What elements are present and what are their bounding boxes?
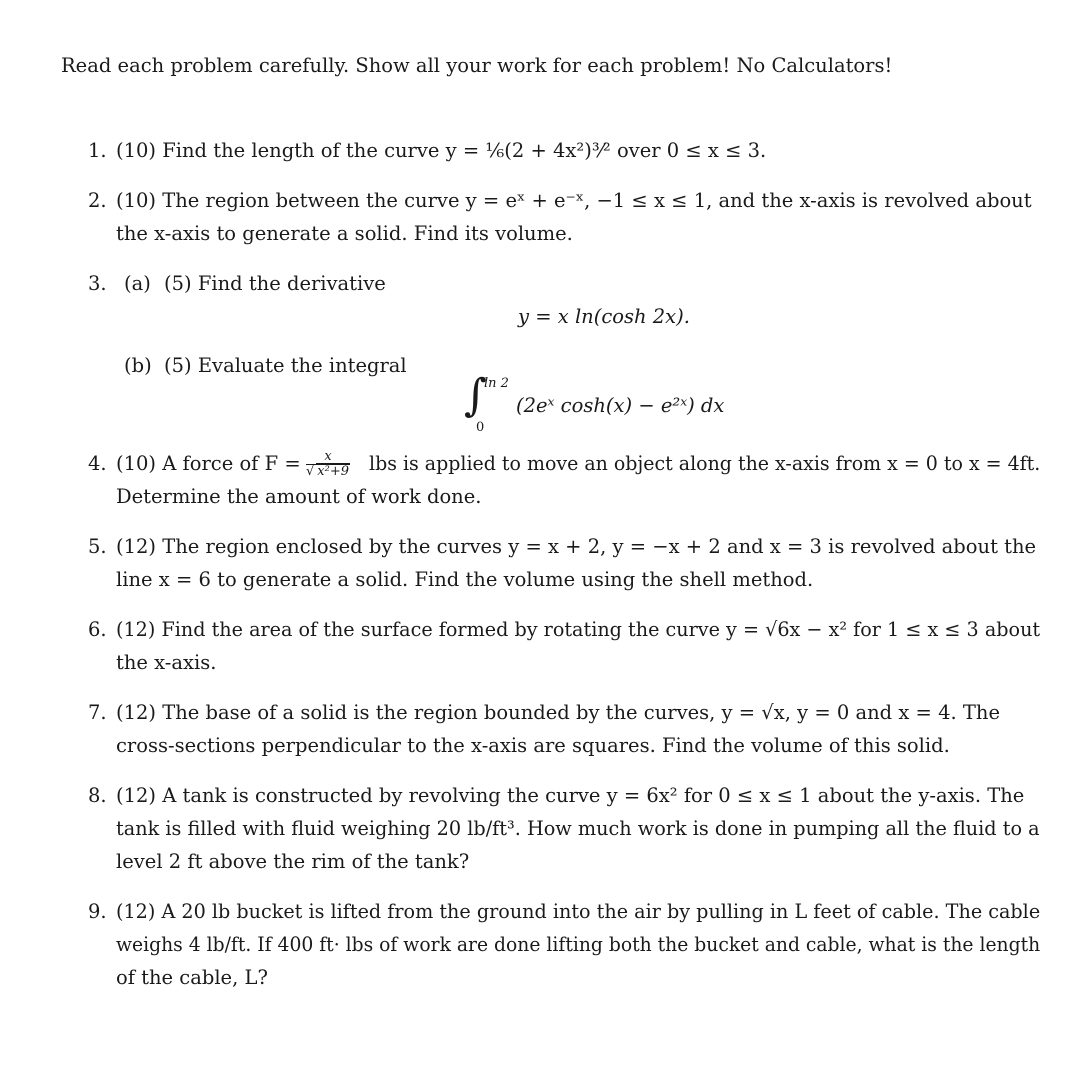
problem-7-line-2: cross-sections perpendicular to the x-axis are squares. Find the volume of this solid. (116, 734, 950, 757)
problem-4-number: 4. (88, 452, 107, 475)
problem-3-number: 3. (88, 272, 107, 295)
force-fraction-denominator: √ x²+9 (306, 464, 350, 479)
force-fraction (304, 450, 352, 479)
problem-3b-label: (b) (124, 354, 152, 377)
integral-integrand: (2eˣ cosh(x) − e²ˣ) dx (516, 394, 725, 417)
problem-1-number: 1. (88, 139, 107, 162)
problem-3a-equation: y = x ln(cosh 2x). (518, 305, 690, 328)
problem-4-line-1: lbs is applied to move an object along the x-axis from x = 0 to x = 4ft. (369, 452, 1041, 475)
integral-upper-limit: ln 2 (484, 376, 509, 391)
problem-2-line-1: (10) The region between the curve y = eˣ + e⁻ˣ, −1 ≤ x ≤ 1, and the x-axis is revolved about (116, 189, 1032, 212)
problem-9-number: 9. (88, 900, 107, 923)
problem-8-line-2: tank is filled with fluid weighing 20 lb/ft³. How much work is done in pumping all the fluid to a (116, 817, 1040, 840)
problem-1-text: (10) Find the length of the curve y = ⅙(2 + 4x²)³⁄² over 0 ≤ x ≤ 3. (116, 139, 767, 162)
problem-6-line-1: (12) Find the area of the surface formed by rotating the curve y = √6x − x² for 1 ≤ x ≤ 3 about (116, 618, 1041, 641)
problem-6-number: 6. (88, 618, 107, 641)
problem-7-line-1: (12) The base of a solid is the region bounded by the curves, y = √x, y = 0 and x = 4. The (116, 701, 1000, 724)
problem-9-line-1: (12) A 20 lb bucket is lifted from the ground into the air by pulling in L feet of cable. The cable (116, 900, 1041, 923)
problem-5-number: 5. (88, 535, 107, 558)
problem-4-line-2: Determine the amount of work done. (116, 485, 482, 508)
problem-2-number: 2. (88, 189, 107, 212)
problem-2-line-2: the x-axis to generate a solid. Find its volume. (116, 222, 573, 245)
force-fraction-numerator: x (306, 450, 350, 465)
instructions: Read each problem carefully. Show all your work for each problem! No Calculators! (61, 54, 893, 77)
problem-7-number: 7. (88, 701, 107, 724)
problem-4-prefix: (10) A force of F = (116, 452, 301, 475)
problem-5-line-2: line x = 6 to generate a solid. Find the volume using the shell method. (116, 568, 814, 591)
problem-3b-text: (5) Evaluate the integral (164, 354, 407, 377)
integral-sign: ∫ (464, 370, 487, 421)
problem-5-line-1: (12) The region enclosed by the curves y = x + 2, y = −x + 2 and x = 3 is revolved about the (116, 535, 1037, 558)
force-fraction-radicand: x²+9 (317, 464, 350, 479)
integral-lower-limit: 0 (476, 420, 485, 435)
problem-6-line-2: the x-axis. (116, 651, 217, 674)
problem-8-line-3: level 2 ft above the rim of the tank? (116, 850, 470, 873)
problem-8-number: 8. (88, 784, 107, 807)
problem-8-line-1: (12) A tank is constructed by revolving the curve y = 6x² for 0 ≤ x ≤ 1 about the y-axis. The (116, 784, 1025, 807)
problem-9-line-3: of the cable, L? (116, 966, 268, 989)
problem-9-line-2: weighs 4 lb/ft. If 400 ft· lbs of work are done lifting both the bucket and cable, what is the length (116, 933, 1041, 956)
problem-3a-label: (a) (124, 272, 151, 295)
problem-3a-text: (5) Find the derivative (164, 272, 386, 295)
